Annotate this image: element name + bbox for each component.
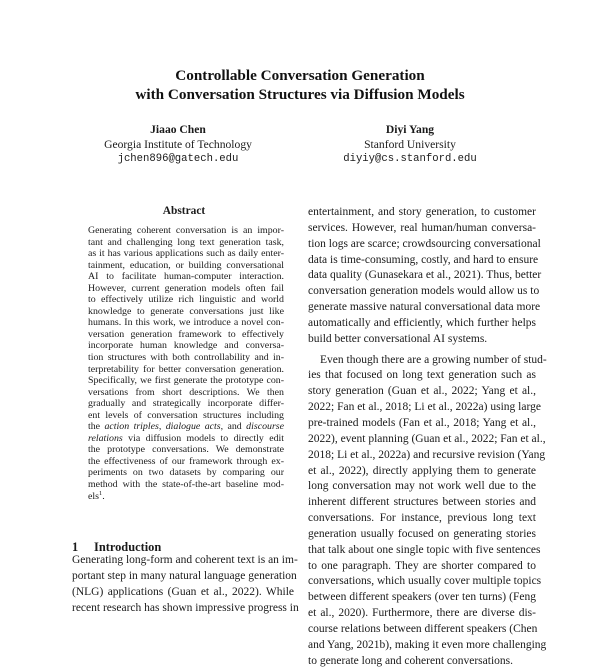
body-line: and Yang, 2021b), making it even more challenging — [308, 638, 547, 651]
paper-title — [0, 66, 600, 104]
body-line: long conversation may not work well due to the — [308, 480, 536, 493]
term-relations: relations — [88, 432, 123, 444]
term-action-triples: action triples — [104, 421, 159, 433]
author-email: diyiy@cs.stanford.edu — [343, 153, 477, 165]
abstract-line: tant and challenging long text generation task, — [88, 236, 284, 248]
body-line: to generate long and coherent conversations. — [308, 654, 514, 667]
abstract-line: periments on two datasets by comparing our — [88, 467, 284, 479]
abstract-line — [88, 421, 284, 433]
body-line: data quality (Gunasekara et al., 2021). Thus, better — [308, 269, 542, 282]
abstract-line: humans. In this work, we introduce a novel con- — [88, 317, 284, 329]
title-line-1: Controllable Conversation Generation — [175, 67, 425, 84]
abstract-line: to effectively utilize rich linguistic and world — [88, 294, 284, 306]
body-line: 2022), event planning (Guan et al., 2022; Fan et al., — [308, 432, 546, 445]
abstract-line: versation generation framework to effectively — [88, 328, 284, 340]
abstract-line: gradually and strategically incorporate differ- — [88, 398, 284, 410]
abstract-line: the effectiveness of our framework through ex- — [88, 455, 284, 467]
right-column-text — [308, 205, 547, 669]
term-discourse: discourse — [246, 421, 285, 433]
abstract-line: knowledge to generate conversations just like — [88, 305, 284, 317]
body-line: (NLG) applications (Guan et al., 2022). While — [72, 585, 294, 598]
abstract-body — [88, 225, 284, 502]
body-line: to one paragraph. They are shorter compared to — [308, 559, 536, 572]
body-line: course relations between different speakers (Chen — [308, 622, 538, 635]
body-line: Even though there are a growing number of stud- — [320, 353, 547, 366]
text-run: els — [88, 490, 99, 502]
abstract-line: Specifically, we first generate the prototype con- — [88, 375, 284, 387]
body-line: 2018; Li et al., 2022a) and recursive revision (Yang — [308, 448, 546, 461]
abstract-line: However, current generation models often fail — [88, 282, 284, 294]
body-line: entertainment, and story generation, to customer — [308, 206, 536, 218]
abstract-line: terpretability for better conversation generation. — [88, 363, 284, 375]
author-name: Jiaao Chen — [150, 123, 206, 136]
author-block-1 — [68, 122, 288, 167]
author-email: jchen896@gatech.edu — [117, 153, 239, 165]
author-affiliation: Georgia Institute of Technology — [104, 138, 252, 151]
body-line: tion logs are scarce; crowdsourcing conversational — [308, 237, 541, 250]
body-line: et al., 2020). Furthermore, there are diverse dis- — [308, 607, 536, 620]
author-name: Diyi Yang — [385, 123, 435, 136]
abstract-line — [88, 491, 284, 503]
body-line: services. However, real human/human conversa- — [308, 221, 536, 234]
term-dialogue-acts: dialogue acts — [165, 421, 221, 433]
abstract-line — [88, 433, 284, 445]
section-title: Introduction — [94, 540, 162, 554]
author-affiliation: Stanford University — [364, 138, 456, 151]
body-line: between different speakers (over ten turns) (Feng — [308, 591, 536, 604]
abstract-line: method with the state-of-the-art baseline mod- — [88, 479, 284, 491]
body-line: recent research has shown impressive progress in — [72, 601, 299, 614]
abstract-line: incorporate human knowledge and conversa- — [88, 340, 284, 352]
title-line-2: with Conversation Structures via Diffusion Models — [135, 86, 465, 103]
body-line: generate massive natural conversational data more — [308, 301, 541, 314]
body-line: that talk about one single topic with five sentences — [308, 543, 541, 556]
text-run: via diffusion models to directly edit — [122, 432, 284, 444]
author-block-2 — [300, 122, 520, 167]
text-run: , and — [220, 421, 247, 433]
text-run: . — [102, 490, 105, 502]
body-line: inherent different structures between stories and — [308, 496, 536, 509]
text-run: , — [158, 421, 166, 433]
body-line: pre-trained models (Fan et al., 2018; Yang et al., — [308, 416, 536, 429]
footnote-marker[interactable]: 1 — [98, 489, 103, 497]
abstract-line: versations from short descriptions. We then — [88, 386, 284, 398]
body-line: build better conversational AI systems. — [308, 332, 488, 345]
abstract-line: Generating coherent conversation is an impor- — [88, 225, 284, 236]
left-column-text — [72, 553, 299, 616]
abstract-line: tainment, education, or building conversational — [88, 259, 284, 271]
body-line: conversations, which usually cover multiple topics — [308, 575, 542, 588]
body-line: 2022; Fan et al., 2018; Li et al., 2022a) using large — [308, 401, 541, 414]
body-line: automatically and efficiently, which further helps — [308, 316, 536, 329]
section-number: 1 — [72, 540, 79, 554]
body-line: portant step in many natural language generation — [72, 569, 297, 582]
body-line: generation usually focused on generating stories — [308, 527, 536, 540]
text-run: the — [88, 421, 105, 433]
abstract-heading: Abstract — [162, 205, 206, 217]
abstract-line: the prototype conversations. We demonstrate — [88, 444, 284, 456]
body-line: conversation generation models would allow us to — [308, 285, 540, 298]
abstract-line: AI to facilitate human-computer interaction. — [88, 271, 284, 283]
body-line: data is time-consuming, costly, and hard to ensure — [308, 253, 539, 266]
body-line: ies that focused on long text generation such as — [308, 369, 536, 382]
abstract-line: ent levels of conversation structures including — [88, 409, 284, 421]
body-line: story generation (Guan et al., 2022; Yang et al., — [308, 385, 536, 398]
abstract-line: tion structures with both controllability and in- — [88, 352, 284, 364]
body-line: et al., 2022), directly applying them to generate — [308, 464, 536, 477]
body-line: Generating long-form and coherent text is an im- — [72, 554, 298, 566]
abstract-line: as it has various applications such as daily enter- — [88, 248, 284, 260]
body-line: conversations. For instance, previous long text — [308, 512, 536, 525]
